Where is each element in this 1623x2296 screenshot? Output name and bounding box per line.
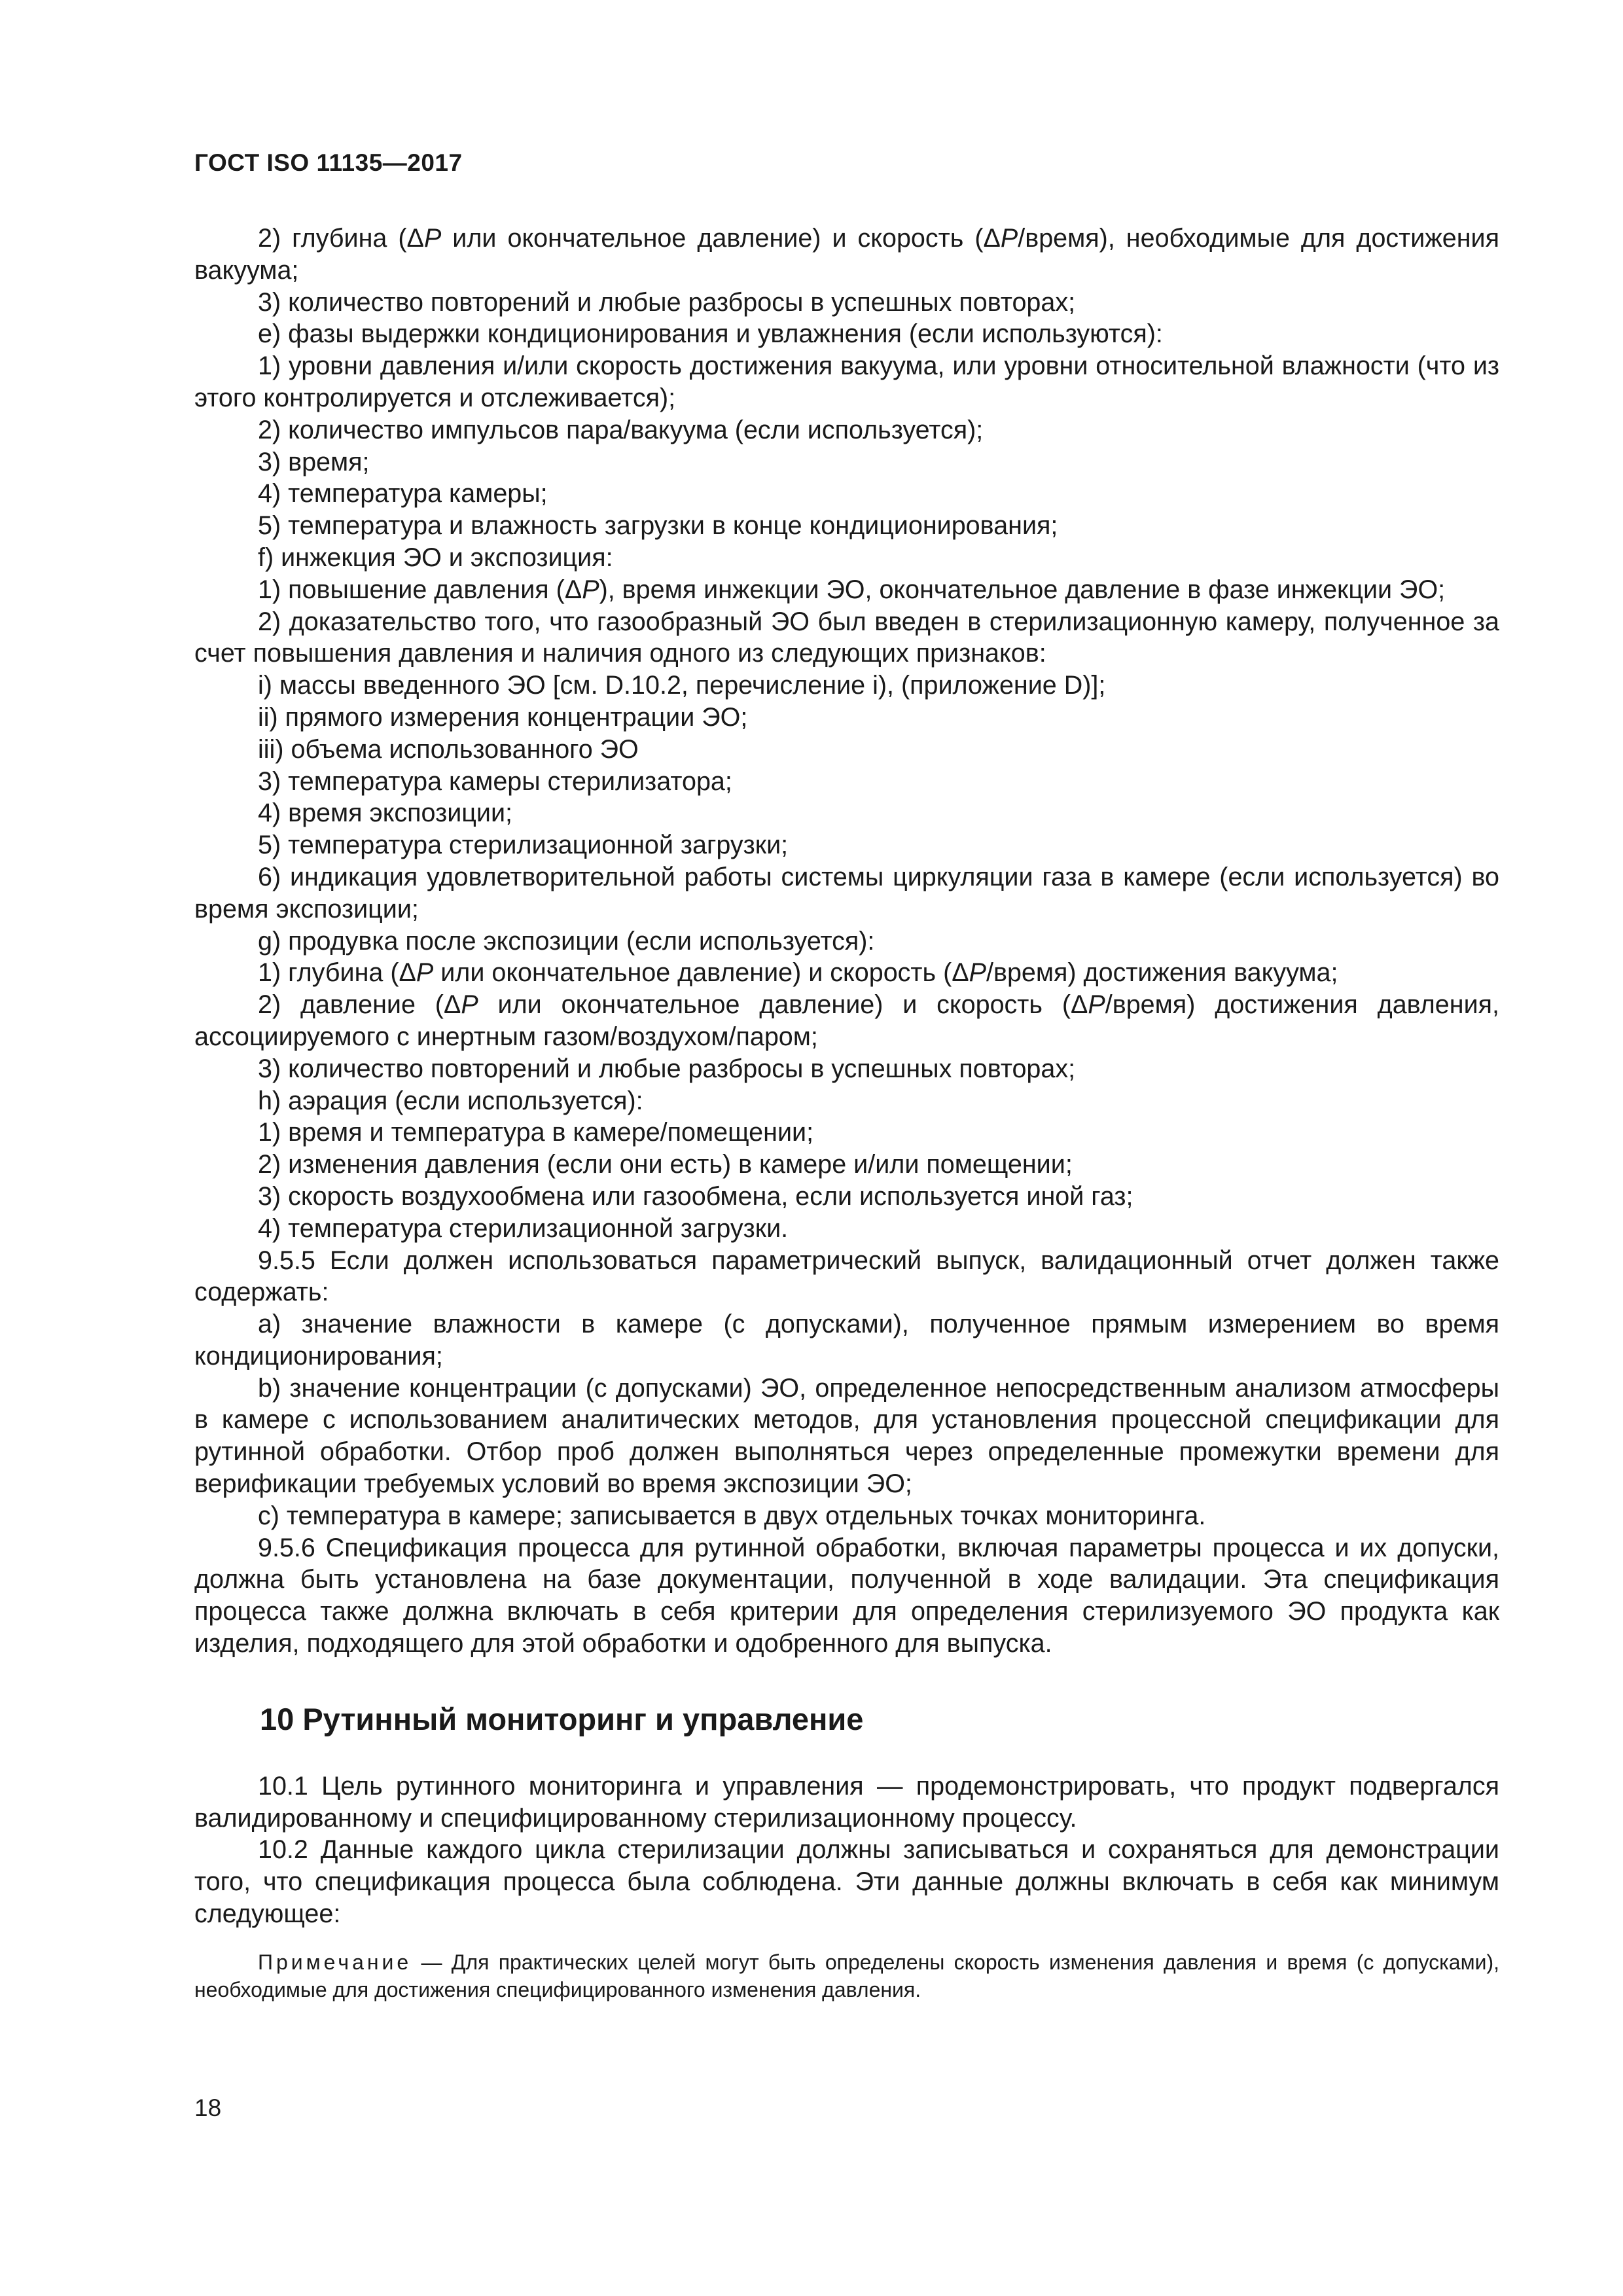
paragraph: iii) объема использованного ЭО xyxy=(258,734,639,764)
paragraph: 2) количество импульсов пара/вакуума (если используется); xyxy=(258,415,984,444)
paragraph: 3) время; xyxy=(258,447,370,476)
paragraph: а) значение влажности в камере (с допусками), полученное прямым измерением во время кондиционирования; xyxy=(194,1310,1499,1371)
paragraph: 1) повышение давления (ΔP), время инжекции ЭО, окончательное давление в фазе инжекции ЭО; xyxy=(258,575,1446,604)
paragraph: ii) прямого измерения концентрации ЭО; xyxy=(258,702,748,732)
paragraph: 4) температура камеры; xyxy=(258,479,548,509)
paragraph: 2) доказательство того, что газообразный ЭО был введен в стерилизационную камеру, полученное за счет повышения давления и наличия одного из следующих признаков: xyxy=(194,607,1499,668)
note-text: — Для практических целей могут быть определены скорость изменения давления и время (с допусками), необходимые для достижения специфицированного изменения давления. xyxy=(194,1950,1499,2001)
paragraph: 1) глубина (ΔP или окончательное давление) и скорость (ΔP/время) достижения вакуума; xyxy=(258,958,1338,988)
paragraph: b) значение концентрации (с допусками) ЭО, определенное непосредственным анализом атмосферы в камере с использованием аналитических методов, для установления процессной спецификации для рутинной обработки. Отбор проб должен выполняться через определенные промежутки времени для верификации требуемых условий во время экспозиции ЭО; xyxy=(194,1373,1499,1499)
paragraph: 1) время и температура в камере/помещении; xyxy=(258,1118,814,1147)
paragraph: 3) количество повторений и любые разбросы в успешных повторах; xyxy=(258,1054,1076,1083)
paragraph: 10.2 Данные каждого цикла стерилизации должны записываться и сохраняться для демонстрации того, что спецификация процесса была соблюдена. Эти данные должны включать в себя как минимум следующее: xyxy=(194,1835,1499,1929)
paragraph: 4) температура стерилизационной загрузки. xyxy=(258,1213,789,1243)
paragraph: с) температура в камере; записывается в двух отдельных точках мониторинга. xyxy=(258,1501,1206,1530)
paragraph: 9.5.5 Если должен использоваться параметрический выпуск, валидационный отчет должен также содержать: xyxy=(194,1246,1499,1307)
paragraph: h) аэрация (если используется): xyxy=(258,1086,643,1115)
paragraph: 3) количество повторений и любые разбросы в успешных повторах; xyxy=(258,287,1076,317)
paragraph: f) инжекция ЭО и экспозиция: xyxy=(258,543,613,572)
section-heading: 10 Рутинный мониторинг и управление xyxy=(260,1701,864,1736)
paragraph: е) фазы выдержки кондиционирования и увлажнения (если используются): xyxy=(258,319,1163,349)
paragraph: 2) глубина (ΔP или окончательное давление) и скорость (ΔP/время), необходимые для достижения вакуума; xyxy=(194,224,1499,285)
paragraph: 1) уровни давления и/или скорость достижения вакуума, или уровни относительной влажности (что из этого контролируется и отслеживается); xyxy=(194,351,1499,412)
paragraph: g) продувка после экспозиции (если используется): xyxy=(258,926,875,956)
document-header: ГОСТ ISO 11135—2017 xyxy=(194,149,463,176)
paragraph: i) массы введенного ЭО [см. D.10.2, перечисление i), (приложение D)]; xyxy=(258,671,1106,700)
paragraph: 10.1 Цель рутинного мониторинга и управления — продемонстрировать, что продукт подвергался валидированному и специфицированному стерилизационному процессу. xyxy=(194,1771,1499,1833)
note-label: Примечание xyxy=(258,1950,412,1974)
paragraph: 5) температура и влажность загрузки в конце кондиционирования; xyxy=(258,511,1058,541)
paragraph: 3) температура камеры стерилизатора; xyxy=(258,766,732,796)
paragraph: 5) температура стерилизационной загрузки; xyxy=(258,831,789,860)
paragraph: 9.5.6 Спецификация процесса для рутинной обработки, включая параметры процесса и их допуски, должна быть установлена на базе документации, полученной в ходе валидации. Эта спецификация процесса также должна включать в себя критерии для определения стерилизуемого ЭО продукта как изделия, подходящего для этой обработки и одобренного для выпуска. xyxy=(194,1533,1499,1659)
paragraph: 4) время экспозиции; xyxy=(258,798,512,828)
page-number: 18 xyxy=(194,2094,222,2121)
paragraph: 3) скорость воздухообмена или газообмена, если используется иной газ; xyxy=(258,1181,1133,1211)
paragraph: 2) изменения давления (если они есть) в камере и/или помещении; xyxy=(258,1150,1073,1179)
note xyxy=(194,1948,1499,2003)
document-body xyxy=(194,223,1499,2003)
paragraph: 2) давление (ΔP или окончательное давление) и скорость (ΔP/время) достижения давления, ассоциируемого с инертным газом/воздухом/паром; xyxy=(194,990,1499,1051)
paragraph: 6) индикация удовлетворительной работы системы циркуляции газа в камере (если используется) во время экспозиции; xyxy=(194,862,1499,924)
